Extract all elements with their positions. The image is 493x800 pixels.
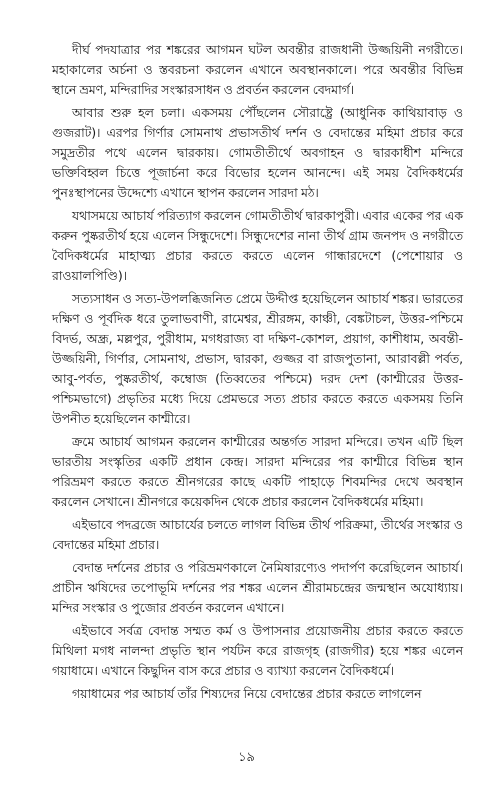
paragraph-8: এইভাবে সর্বত্র বেদান্ত সম্মত কর্ম ও উপাসনার প্রয়োজনীয় প্রচার করতে করতে মিথিলা মগধ নালন্দা প্রভৃতি স্থান পর্যটন করে রাজগৃহ (রাজগীর) হয়ে শঙ্কর এলেন গয়াধামে। এখানে কিছুদিন বাস করে প্রচার ও ব্যাখ্যা করলেন বৈদিকধর্মে। bbox=[52, 623, 463, 678]
paragraph-3: যথাসময়ে আচার্য পরিত্যাগ করলেন গোমতীতীর্থ দ্বারকাপুরী। এবার একের পর এক করুন পুষ্করতীর্থ হয়ে এলেন সিন্ধুদেশে। সিন্ধুদেশের নানা তীর্থ গ্রাম জনপদ ও নগরীতে বৈদিকধর্মের মাহাত্ম্য প্রচার করতে করতে এলেন গান্ধারদেশে (পেশোয়ার ও রাওয়ালপিণ্ডি)। bbox=[52, 208, 463, 283]
paragraph-9: গয়াধামের পর আচার্য তাঁর শিষ্যদের নিয়ে বেদান্তের প্রচার করতে লাগলেন bbox=[72, 686, 422, 701]
paragraph-7: বেদান্ত দর্শনের প্রচার ও পরিভ্রমণকালে নৈমিষারণ্যেও পদার্পণ করেছিলেন আচার্য। প্রাচীন ঋষিদের তপোভূমি দর্শনের পর শঙ্কর এলেন শ্রীরামচন্দ্রের জন্মস্থান অযোধ্যায়। মন্দির সংস্কার ও পুজোর প্রবর্তন করলেন এখানে। bbox=[52, 560, 463, 615]
paragraph-2: আবার শুরু হল চলা। একসময় পৌঁছলেন সৌরাষ্ট্রে (আধুনিক কাথিয়াবাড় ও গুজরাট)। এরপর গির্ণার সোমনাথ প্রভাসতীর্থ দর্শন ও বেদান্তের মহিমা প্রচার করে সমুদ্রতীর পথে এলেন দ্বারকায়। গোমতীতীর্থে অবগাহন ও দ্বারকাধীশ মন্দিরে ভক্তিবিহ্বল চিত্তে পূজার্চনা করে বিভোর হলেন আনন্দে। এই সময় বৈদিকধর্মের পুনঃস্থাপনের উদ্দেশ্যে এখানে স্থাপন করলেন সারদা মঠ। bbox=[52, 105, 463, 200]
paragraph-5: ক্রমে আচার্য আগমন করলেন কাশ্মীরের অন্তর্গত সারদা মন্দিরে। তখন এটি ছিল ভারতীয় সংস্কৃতির একটি প্রধান কেন্দ্র। সারদা মন্দিরের পর কাশ্মীরে বিভিন্ন স্থান পরিভ্রমণ করতে করতে শ্রীনগরের কাছে একটি পাহাড়ে শিবমন্দির দেখে অবস্থান করলেন সেখানে। শ্রীনগরে কয়েকদিন থেকে প্রচার করলেন বৈদিকধর্মের মহিমা। bbox=[52, 434, 463, 509]
paragraph-6: এইভাবে পদব্রজে আচার্যের চলতে লাগল বিভিন্ন তীর্থ পরিক্রমা, তীর্থের সংস্কার ও বেদান্তের মহিমা প্রচার। bbox=[52, 517, 463, 552]
paragraph-4: সত্যসাধন ও সত্য-উপলব্ধিজনিত প্রেমে উদ্দীপ্ত হয়েছিলেন আচার্য শঙ্কর। ভারতের দক্ষিণ ও পূর্বদিক ধরে তুলাভবাণী, রামেশ্বর, শ্রীরঙ্গম, কাঞ্চী, বেঙ্কটাচল, উত্তর-পশ্চিমে বিদর্ভ, অন্ধ্র, মল্লপুর, পুরীধাম, মগধরাজ্য বা দক্ষিণ-কোশল, প্রয়াগ, কাশীধাম, অবন্তী-উজ্জয়িনী, গির্ণার, সোমনাথ, প্রভাস, দ্বারকা, গুজ্জর বা রাজপুতানা, আরাবল্লী পর্বত, আবু-পর্বত, পুষ্করতীর্থ, কম্বোজ (তিব্বতের পশ্চিমে) দরদ দেশ (কাশ্মীরের উত্তর-পশ্চিমভাগে) প্রভৃতির মধ্যে দিয়ে প্রেমভরে সত্য প্রচার করতে করতে একসময় তিনি উপনীত হয়েছিলেন কাশ্মীরে। bbox=[52, 291, 463, 426]
page-number: ১৯ bbox=[238, 750, 255, 765]
paragraph-1: দীর্ঘ পদযাত্রার পর শঙ্করের আগমন ঘটল অবন্তীর রাজধানী উজ্জয়িনী নগরীতে। মহাকালের অর্চনা ও স্তবরচনা করলেন এখানে অবস্থানকালে। পরে অবন্তীর বিভিন্ন স্থানে ভ্রমণ, মন্দিরাদির সংস্কারসাধন ও প্রবর্তন করলেন বেদমার্গ। bbox=[52, 42, 463, 97]
